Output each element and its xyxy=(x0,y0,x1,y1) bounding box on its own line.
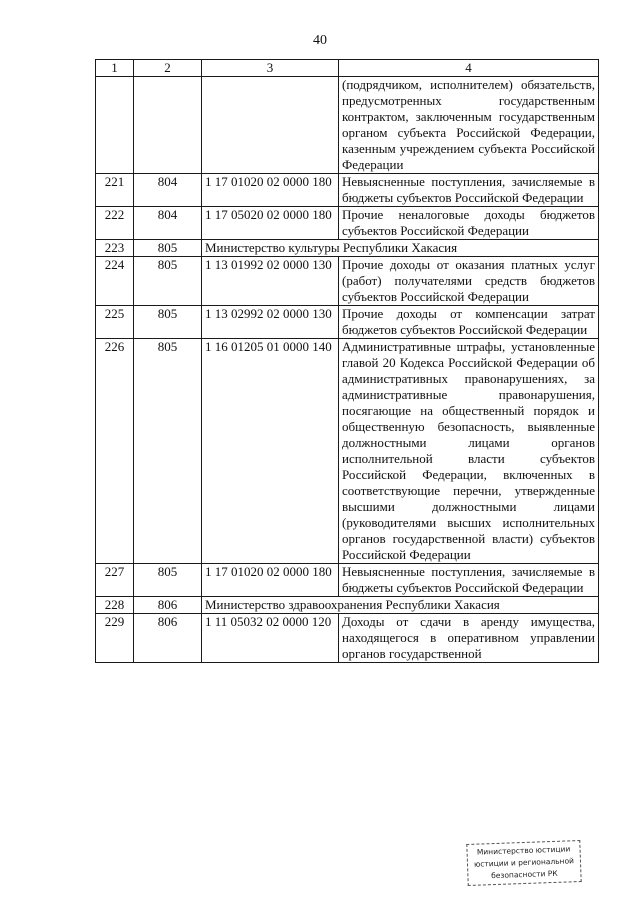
description-cell: Административные штрафы, установленные главой 20 Кодекса Российской Федерации об административных правонарушениях, за административные правонарушения, посягающие на общественный порядок и общественную безопасность, выявленные должностными лицами органов исполнительной власти субъектов Российской Федерации, включенных в соответствующие перечни, утвержденные высшими должностными лицами (руководителями высших исполнительных органов государственной власти) субъектов Российской Федерации xyxy=(339,339,599,564)
description-cell: Невыясненные поступления, зачисляемые в бюджеты субъектов Российской Федерации xyxy=(339,564,599,597)
admin-code-cell: 806 xyxy=(134,597,202,614)
admin-code-cell: 805 xyxy=(134,240,202,257)
admin-code-cell: 805 xyxy=(134,564,202,597)
kbk-cell: 1 17 05020 02 0000 180 xyxy=(202,207,339,240)
description-cell: Невыясненные поступления, зачисляемые в бюджеты субъектов Российской Федерации xyxy=(339,174,599,207)
row-number-cell: 229 xyxy=(96,614,134,663)
table-row xyxy=(96,257,599,306)
continuation-row xyxy=(96,77,599,174)
kbk-cell xyxy=(202,77,339,174)
header-row xyxy=(96,60,599,77)
table-row xyxy=(96,339,599,564)
admin-code-cell: 804 xyxy=(134,174,202,207)
row-number-cell: 223 xyxy=(96,240,134,257)
description-cell: Прочие неналоговые доходы бюджетов субъектов Российской Федерации xyxy=(339,207,599,240)
kbk-cell: 1 13 02992 02 0000 130 xyxy=(202,306,339,339)
section-title-cell: Министерство здравоохранения Республики Хакасия xyxy=(202,597,599,614)
row-number-cell: 226 xyxy=(96,339,134,564)
header-cell: 3 xyxy=(202,60,339,77)
table-row xyxy=(96,174,599,207)
description-cell: Прочие доходы от оказания платных услуг (работ) получателями средств бюджетов субъектов Российской Федерации xyxy=(339,257,599,306)
section-title-cell: Министерство культуры Республики Хакасия xyxy=(202,240,599,257)
admin-code-cell: 805 xyxy=(134,257,202,306)
kbk-cell: 1 11 05032 02 0000 120 xyxy=(202,614,339,663)
revenue-codes-table xyxy=(95,59,599,663)
page-number: 40 xyxy=(313,33,327,48)
table-row xyxy=(96,614,599,663)
table-row xyxy=(96,306,599,339)
registration-stamp: Министерство юстиции юстиции и региональной безопасности РК xyxy=(466,840,581,886)
row-number-cell: 221 xyxy=(96,174,134,207)
kbk-cell: 1 13 01992 02 0000 130 xyxy=(202,257,339,306)
row-number-cell: 224 xyxy=(96,257,134,306)
table-row xyxy=(96,240,599,257)
header-cell: 4 xyxy=(339,60,599,77)
table-row xyxy=(96,597,599,614)
row-number-cell xyxy=(96,77,134,174)
admin-code-cell: 805 xyxy=(134,339,202,564)
description-cell: Прочие доходы от компенсации затрат бюджетов субъектов Российской Федерации xyxy=(339,306,599,339)
row-number-cell: 228 xyxy=(96,597,134,614)
admin-code-cell: 805 xyxy=(134,306,202,339)
kbk-cell: 1 17 01020 02 0000 180 xyxy=(202,564,339,597)
row-number-cell: 225 xyxy=(96,306,134,339)
kbk-cell: 1 17 01020 02 0000 180 xyxy=(202,174,339,207)
admin-code-cell: 804 xyxy=(134,207,202,240)
table-row xyxy=(96,207,599,240)
row-number-cell: 227 xyxy=(96,564,134,597)
header-cell: 2 xyxy=(134,60,202,77)
row-number-cell: 222 xyxy=(96,207,134,240)
description-cell: Доходы от сдачи в аренду имущества, находящегося в оперативном управлении органов государственной xyxy=(339,614,599,663)
header-cell: 1 xyxy=(96,60,134,77)
admin-code-cell: 806 xyxy=(134,614,202,663)
kbk-cell: 1 16 01205 01 0000 140 xyxy=(202,339,339,564)
table-row xyxy=(96,564,599,597)
description-cell: (подрядчиком, исполнителем) обязательств, предусмотренных государственным контрактом, заключенным государственным органом субъекта Российской Федерации, казенным учреждением субъекта Российской Федерации xyxy=(339,77,599,174)
admin-code-cell xyxy=(134,77,202,174)
